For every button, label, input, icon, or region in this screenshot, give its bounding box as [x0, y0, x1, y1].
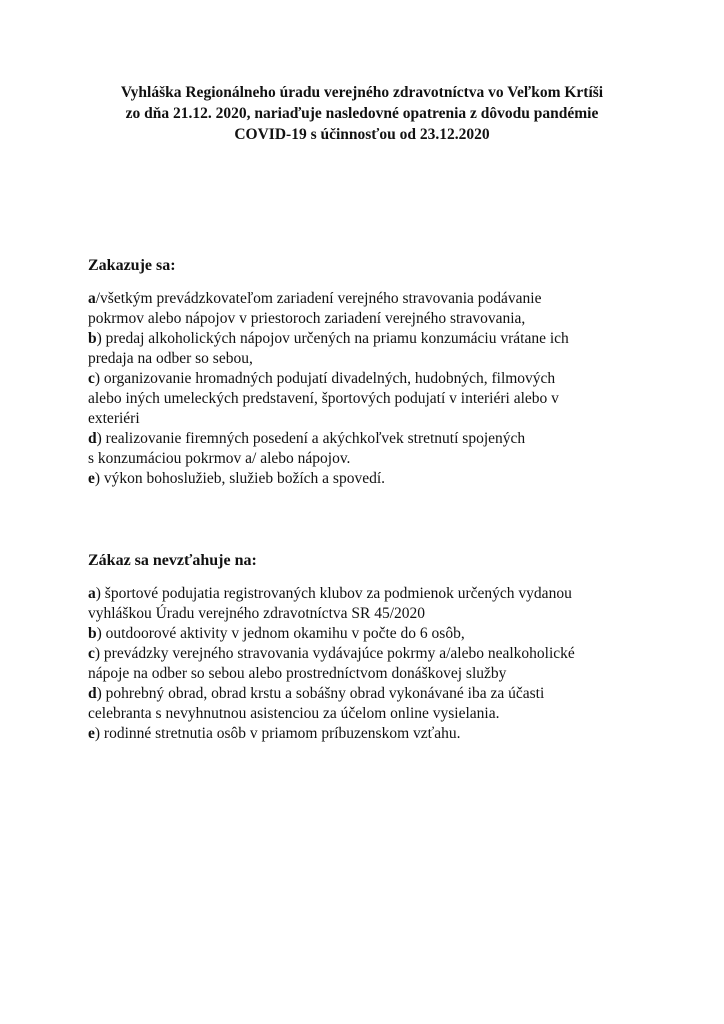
item-marker: e: [88, 470, 95, 487]
item-marker: d: [88, 685, 97, 702]
item-line: s konzumáciou pokrmov a/ alebo nápojov.: [88, 450, 351, 467]
prohibitions-section: [88, 256, 668, 489]
item-line: [88, 469, 668, 489]
item-line: [88, 369, 668, 389]
prohibitions-heading: Zakazuje sa:: [88, 257, 176, 274]
item-line: celebranta s nevyhnutnou asistenciou za účelom online vysielania.: [88, 705, 500, 722]
exception-item-a: [88, 584, 668, 624]
prohibition-item-d: [88, 429, 668, 469]
exception-item-b: [88, 624, 668, 644]
item-marker: b: [88, 330, 97, 347]
item-line: alebo iných umeleckých predstavení, športových podujatí v interiéri alebo v: [88, 390, 559, 407]
item-text: ) rodinné stretnutia osôb v priamom príbuzenskom vzťahu.: [94, 725, 461, 742]
title-line: zo dňa 21.12. 2020, nariaďuje nasledovné opatrenia z dôvodu pandémie: [125, 105, 599, 122]
prohibition-item-a: [88, 289, 668, 329]
item-marker: a: [88, 290, 96, 307]
prohibition-item-b: [88, 329, 668, 369]
prohibition-item-c: [88, 369, 668, 429]
item-marker: c: [88, 370, 95, 387]
item-line: [88, 724, 668, 744]
exceptions-list: [88, 584, 668, 744]
item-text: ) športové podujatia registrovaných klubov za podmienok určených vydanou: [95, 585, 572, 602]
prohibition-item-e: [88, 469, 668, 489]
exception-item-c: [88, 644, 668, 684]
item-line: [88, 684, 668, 704]
item-text: ) predaj alkoholických nápojov určených na priamu konzumáciu vrátane ich: [96, 330, 569, 347]
item-line: [88, 644, 668, 664]
item-line: [88, 624, 668, 644]
item-line: [88, 329, 668, 349]
item-line: nápoje na odber so sebou alebo prostredníctvom donáškovej služby: [88, 665, 507, 682]
item-line: vyhláškou Úradu verejného zdravotníctva SR 45/2020: [88, 605, 426, 622]
exception-item-e: [88, 724, 668, 744]
item-line: [88, 584, 668, 604]
item-text: ) pohrebný obrad, obrad krstu a sobášny obrad vykonávané iba za účasti: [96, 685, 545, 702]
item-text: ) výkon bohoslužieb, služieb božích a spovedí.: [94, 470, 386, 487]
item-text: /všetkým prevádzkovateľom zariadení verejného stravovania podávanie: [95, 290, 542, 307]
item-line: [88, 429, 668, 449]
title-line: COVID-19 s účinnosťou od 23.12.2020: [234, 126, 490, 143]
item-text: ) organizovanie hromadných podujatí divadelných, hudobných, filmových: [94, 370, 556, 387]
item-line: pokrmov alebo nápojov v priestoroch zariadení verejného stravovania,: [88, 310, 526, 327]
item-line: [88, 289, 668, 309]
exceptions-section: [88, 551, 668, 744]
item-text: ) prevádzky verejného stravovania vydávajúce pokrmy a/alebo nealkoholické: [94, 645, 575, 662]
item-text: ) realizovanie firemných posedení a akýchkoľvek stretnutí spojených: [96, 430, 526, 447]
item-marker: c: [88, 645, 95, 662]
item-marker: d: [88, 430, 97, 447]
exception-item-d: [88, 684, 668, 724]
exceptions-heading: Zákaz sa nevzťahuje na:: [88, 552, 257, 569]
item-line: predaja na odber so sebou,: [88, 350, 253, 367]
item-marker: e: [88, 725, 95, 742]
item-text: ) outdoorové aktivity v jednom okamihu v počte do 6 osôb,: [96, 625, 465, 642]
prohibitions-list: [88, 289, 668, 489]
item-marker: a: [88, 585, 96, 602]
item-line: exteriéri: [88, 410, 140, 427]
title-line: Vyhláška Regionálneho úradu verejného zdravotníctva vo Veľkom Krtíši: [120, 84, 604, 101]
document-title: [60, 82, 664, 145]
item-marker: b: [88, 625, 97, 642]
